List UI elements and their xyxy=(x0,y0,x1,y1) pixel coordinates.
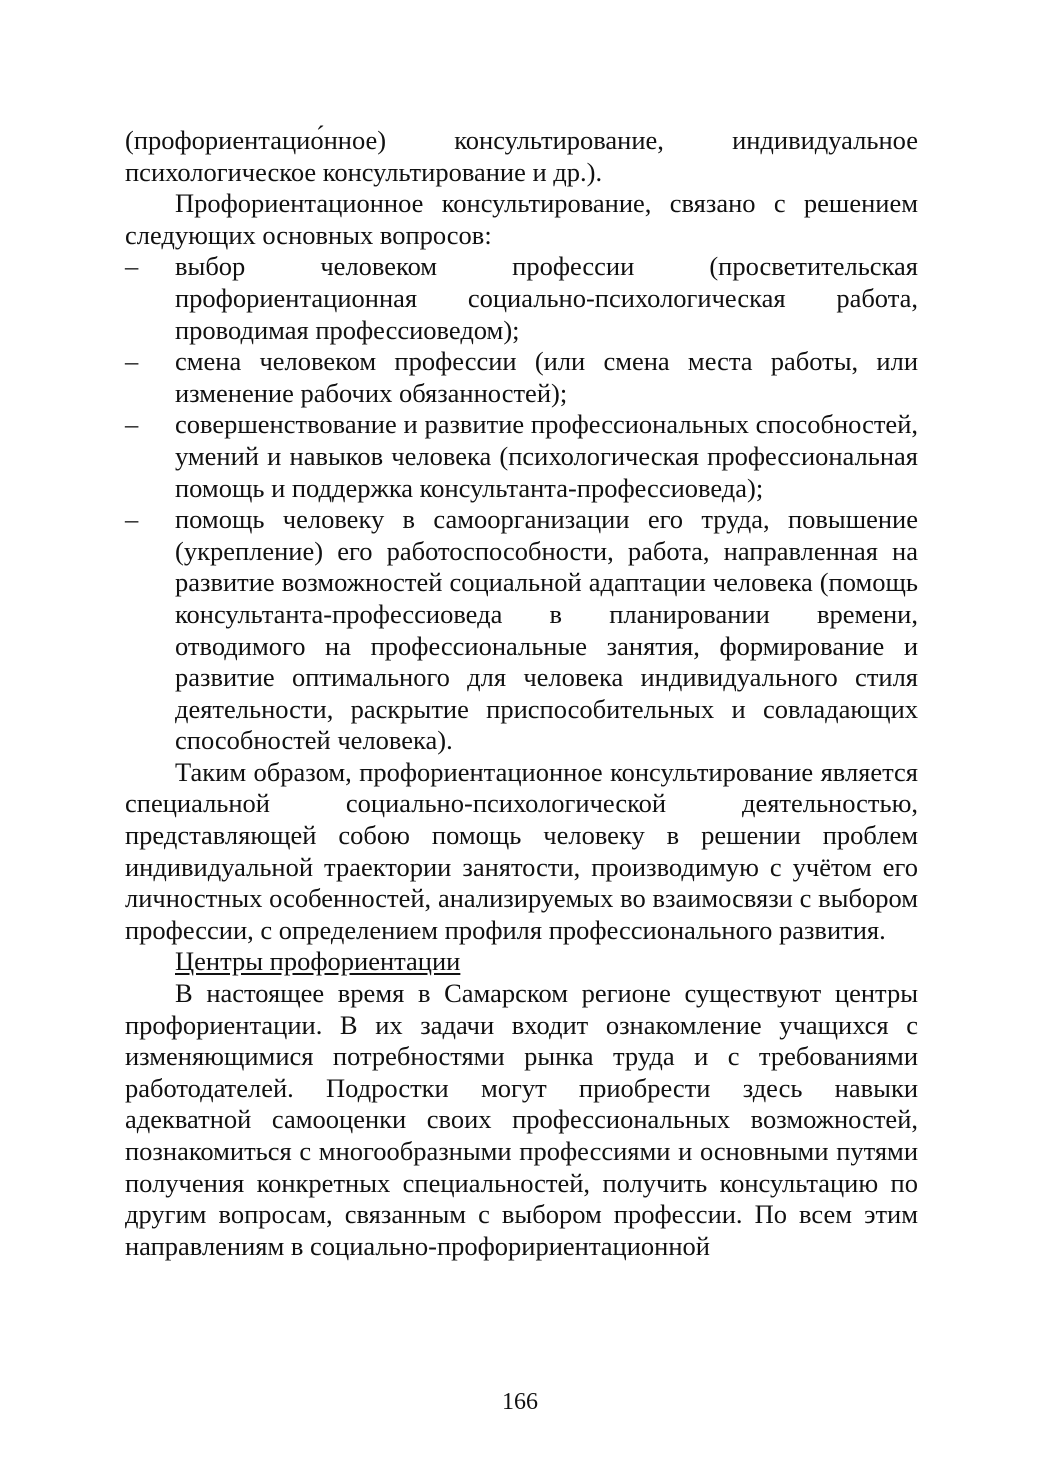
list-item-text: смена человеком профессии (или смена места работы, или изменение рабочих обязанностей); xyxy=(175,346,918,408)
dash-marker: – xyxy=(125,409,139,440)
paragraph-centers: В настоящее время в Самарском регионе существуют центры профориентации. В их задачи входит ознакомление учащихся с изменяющимися потребностями рынка труда и с требованиями работодателей. Подростки могут приобрести здесь навыки адекватной самооценки своих профессиональных возможностей, познакомиться с многообразными профессиями и основными путями получения конкретных специальностей, получить консультацию по другим вопросам, связанным с выбором профессии. По всем этим направлениям в социально-профоририентационной xyxy=(125,978,918,1261)
dash-marker: – xyxy=(125,251,139,282)
paragraph-conclusion: Таким образом, профориентационное консультирование является специальной социально-психологической деятельностью, представляющей собою помощь человеку в решении проблем индивидуальной траектории занятости, производимую с учётом его личностных особенностей, анализируемых во взаимосвязи с выбором профессии, с определением профиля профессионального развития. xyxy=(125,756,918,945)
list-item xyxy=(125,346,918,409)
list-item-text: помощь человеку в самоорганизации его труда, повышение (укрепление) его работоспособности, работа, направленная на развитие возможностей социальной адаптации человека (помощь консультанта-профессиоведа в планировании времени, отводимого на профессиональные занятия, формирование и развитие оптимального для человека индивидуального стиля деятельности, раскрытие приспособительных и совладающих способностей человека). xyxy=(175,504,918,756)
list-item xyxy=(125,251,918,346)
list-item-text: выбор человеком профессии (просветительская профориентационная социально-психологическая работа, проводимая профессиоведом); xyxy=(175,251,918,345)
list-item xyxy=(125,409,918,504)
paragraph-intro-continuation: (профориентацио́нное) консультирование, индивидуальное психологическое консультирование и др.). xyxy=(125,125,918,187)
dash-marker: – xyxy=(125,504,139,535)
page-number: 166 xyxy=(502,1389,538,1415)
paragraph-consulting-questions: Профориентационное консультирование, связано с решением следующих основных вопросов: xyxy=(125,188,918,250)
dash-marker: – xyxy=(125,346,139,377)
list-item xyxy=(125,504,918,757)
dash-list xyxy=(125,251,918,757)
list-item-text: совершенствование и развитие профессиональных способностей, умений и навыков человека (психологическая профессиональная помощь и поддержка консультанта-профессиоведа); xyxy=(175,409,918,503)
section-heading: Центры профориентации xyxy=(175,946,461,977)
page-body xyxy=(125,125,918,1262)
